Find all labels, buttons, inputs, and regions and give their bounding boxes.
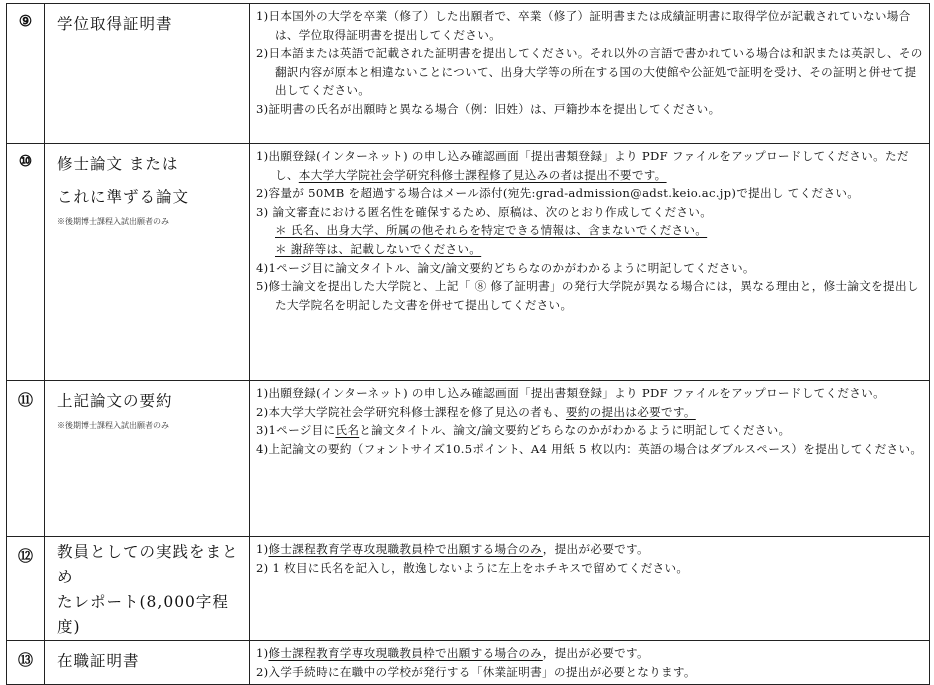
requirement-subitem: ＊ 謝辞等は、記載しないでください。 [275,241,482,256]
requirement-item: 2)容量が 50MB を超過する場合はメール添付(宛先:grad-admission@adst.keio.ac.jp)で提出し てください。 [256,186,860,201]
required-documents-table [6,3,930,685]
table-row [7,381,930,537]
document-title [45,537,250,641]
underlined-note: 要約の提出は必要です。 [565,404,696,419]
requirement-item: 5)修士論文を提出した大学院と、上記「 ⑧ 修了証明書」の発行大学院が異なる場合には，異なる理由と，修士論文を提出した大学院名を明記した文書を併せて提出してください。 [256,279,919,312]
document-requirements [250,4,930,144]
document-title [45,381,250,537]
row-number: ⑨ [7,4,45,144]
document-requirements [250,144,930,381]
requirement-item: 2)本大学大学院社会学研究科修士課程を修了見込の者も、要約の提出は必要です。 [256,404,696,419]
requirement-item: 1)出願登録(インターネット) の申し込み確認画面「提出書類登録」より PDF ファイルをアップロードしてください。 [256,386,885,400]
underlined-note: 氏名 [335,423,360,438]
applicant-note: ※後期博士課程入試出願者のみ [57,217,169,226]
document-requirements [250,381,930,537]
document-title-line: 上記論文の要約 [57,392,173,410]
requirement-item: 3)1ページ目に氏名と論文タイトル、論文/論文要約どちらなのかがわかるように明記してください。 [256,423,791,438]
row-number: ⑪ [7,381,45,537]
row-number: ⑩ [7,144,45,381]
document-title-line: これに準ずる論文 [57,188,190,206]
requirement-item: 2)入学手続時に在職中の学校が発行する「休業証明書」の提出が必要となります。 [256,664,696,679]
table-row [7,144,930,381]
requirement-subitem: ＊ 氏名、出身大学、所属の他それらを特定できる情報は、含まないでください。 [275,223,708,238]
requirement-item: 1)出願登録(インターネット) の申し込み確認画面「提出書類登録」より PDF ファイルをアップロードしてください。ただし、本大学大学院社会学研究科修士課程修了見込みの者は提出不要です。 [256,149,909,182]
requirement-item: 4)1ページ目に論文タイトル、論文/論文要約どちらなのかがわかるように明記してください。 [256,260,755,275]
document-title-line: 教員としての実践をまとめ [57,543,239,586]
requirement-item: 3) 論文審査における匿名性を確保するため、原稿は、次のとおり作成してください。 [256,204,713,219]
requirement-item: 2)日本語または英語で記載された証明書を提出してください。それ以外の言語で書かれている場合は和訳または英訳し、その翻訳内容が原本と相違ないことについて、出身大学等の所在する国の大使館や公証処で証明を受け、その証明と併せて提出してください。 [256,46,923,98]
underlined-note: 修士課程教育学専攻現職教員枠で出願する場合のみ [268,542,543,556]
underlined-note: 本大学大学院社会学研究科修士課程修了見込みの者は提出不要です。 [298,167,667,182]
table-row [7,537,930,641]
document-requirements [250,537,930,641]
requirement-item: 1)修士課程教育学専攻現職教員枠で出願する場合のみ，提出が必要です。 [256,542,649,556]
requirement-item: 4)上記論文の要約（フォントサイズ10.5ポイント、A4 用紙 5 枚以内：英語の場合はダブルスペース）を提出してください。 [256,441,923,456]
requirement-item: 3)証明書の氏名が出願時と異なる場合（例：旧姓）は、戸籍抄本を提出してください。 [256,101,721,116]
requirement-item: 2) 1 枚目に氏名を記入し，散逸しないように左上をホチキスで留めてください。 [256,560,689,575]
document-title: 在職証明書 [45,641,250,685]
document-title: 学位取得証明書 [45,4,250,144]
document-requirements [250,641,930,685]
row-number: ⑬ [7,641,45,685]
document-title-line: たレポート(8,000字程度) [57,593,229,636]
requirement-item: 1)修士課程教育学専攻現職教員枠で出願する場合のみ，提出が必要です。 [256,646,649,660]
applicant-note: ※後期博士課程入試出願者のみ [57,421,169,430]
underlined-note: 修士課程教育学専攻現職教員枠で出願する場合のみ [268,646,543,660]
table-row [7,4,930,144]
table-row [7,641,930,685]
document-title-line: 修士論文 または [57,155,179,173]
document-title [45,144,250,381]
row-number: ⑫ [7,537,45,641]
requirement-item: 1)日本国外の大学を卒業（修了）した出願者で、卒業（修了）証明書または成績証明書に取得学位が記載されていない場合は、学位取得証明書を提出してください。 [256,9,911,42]
